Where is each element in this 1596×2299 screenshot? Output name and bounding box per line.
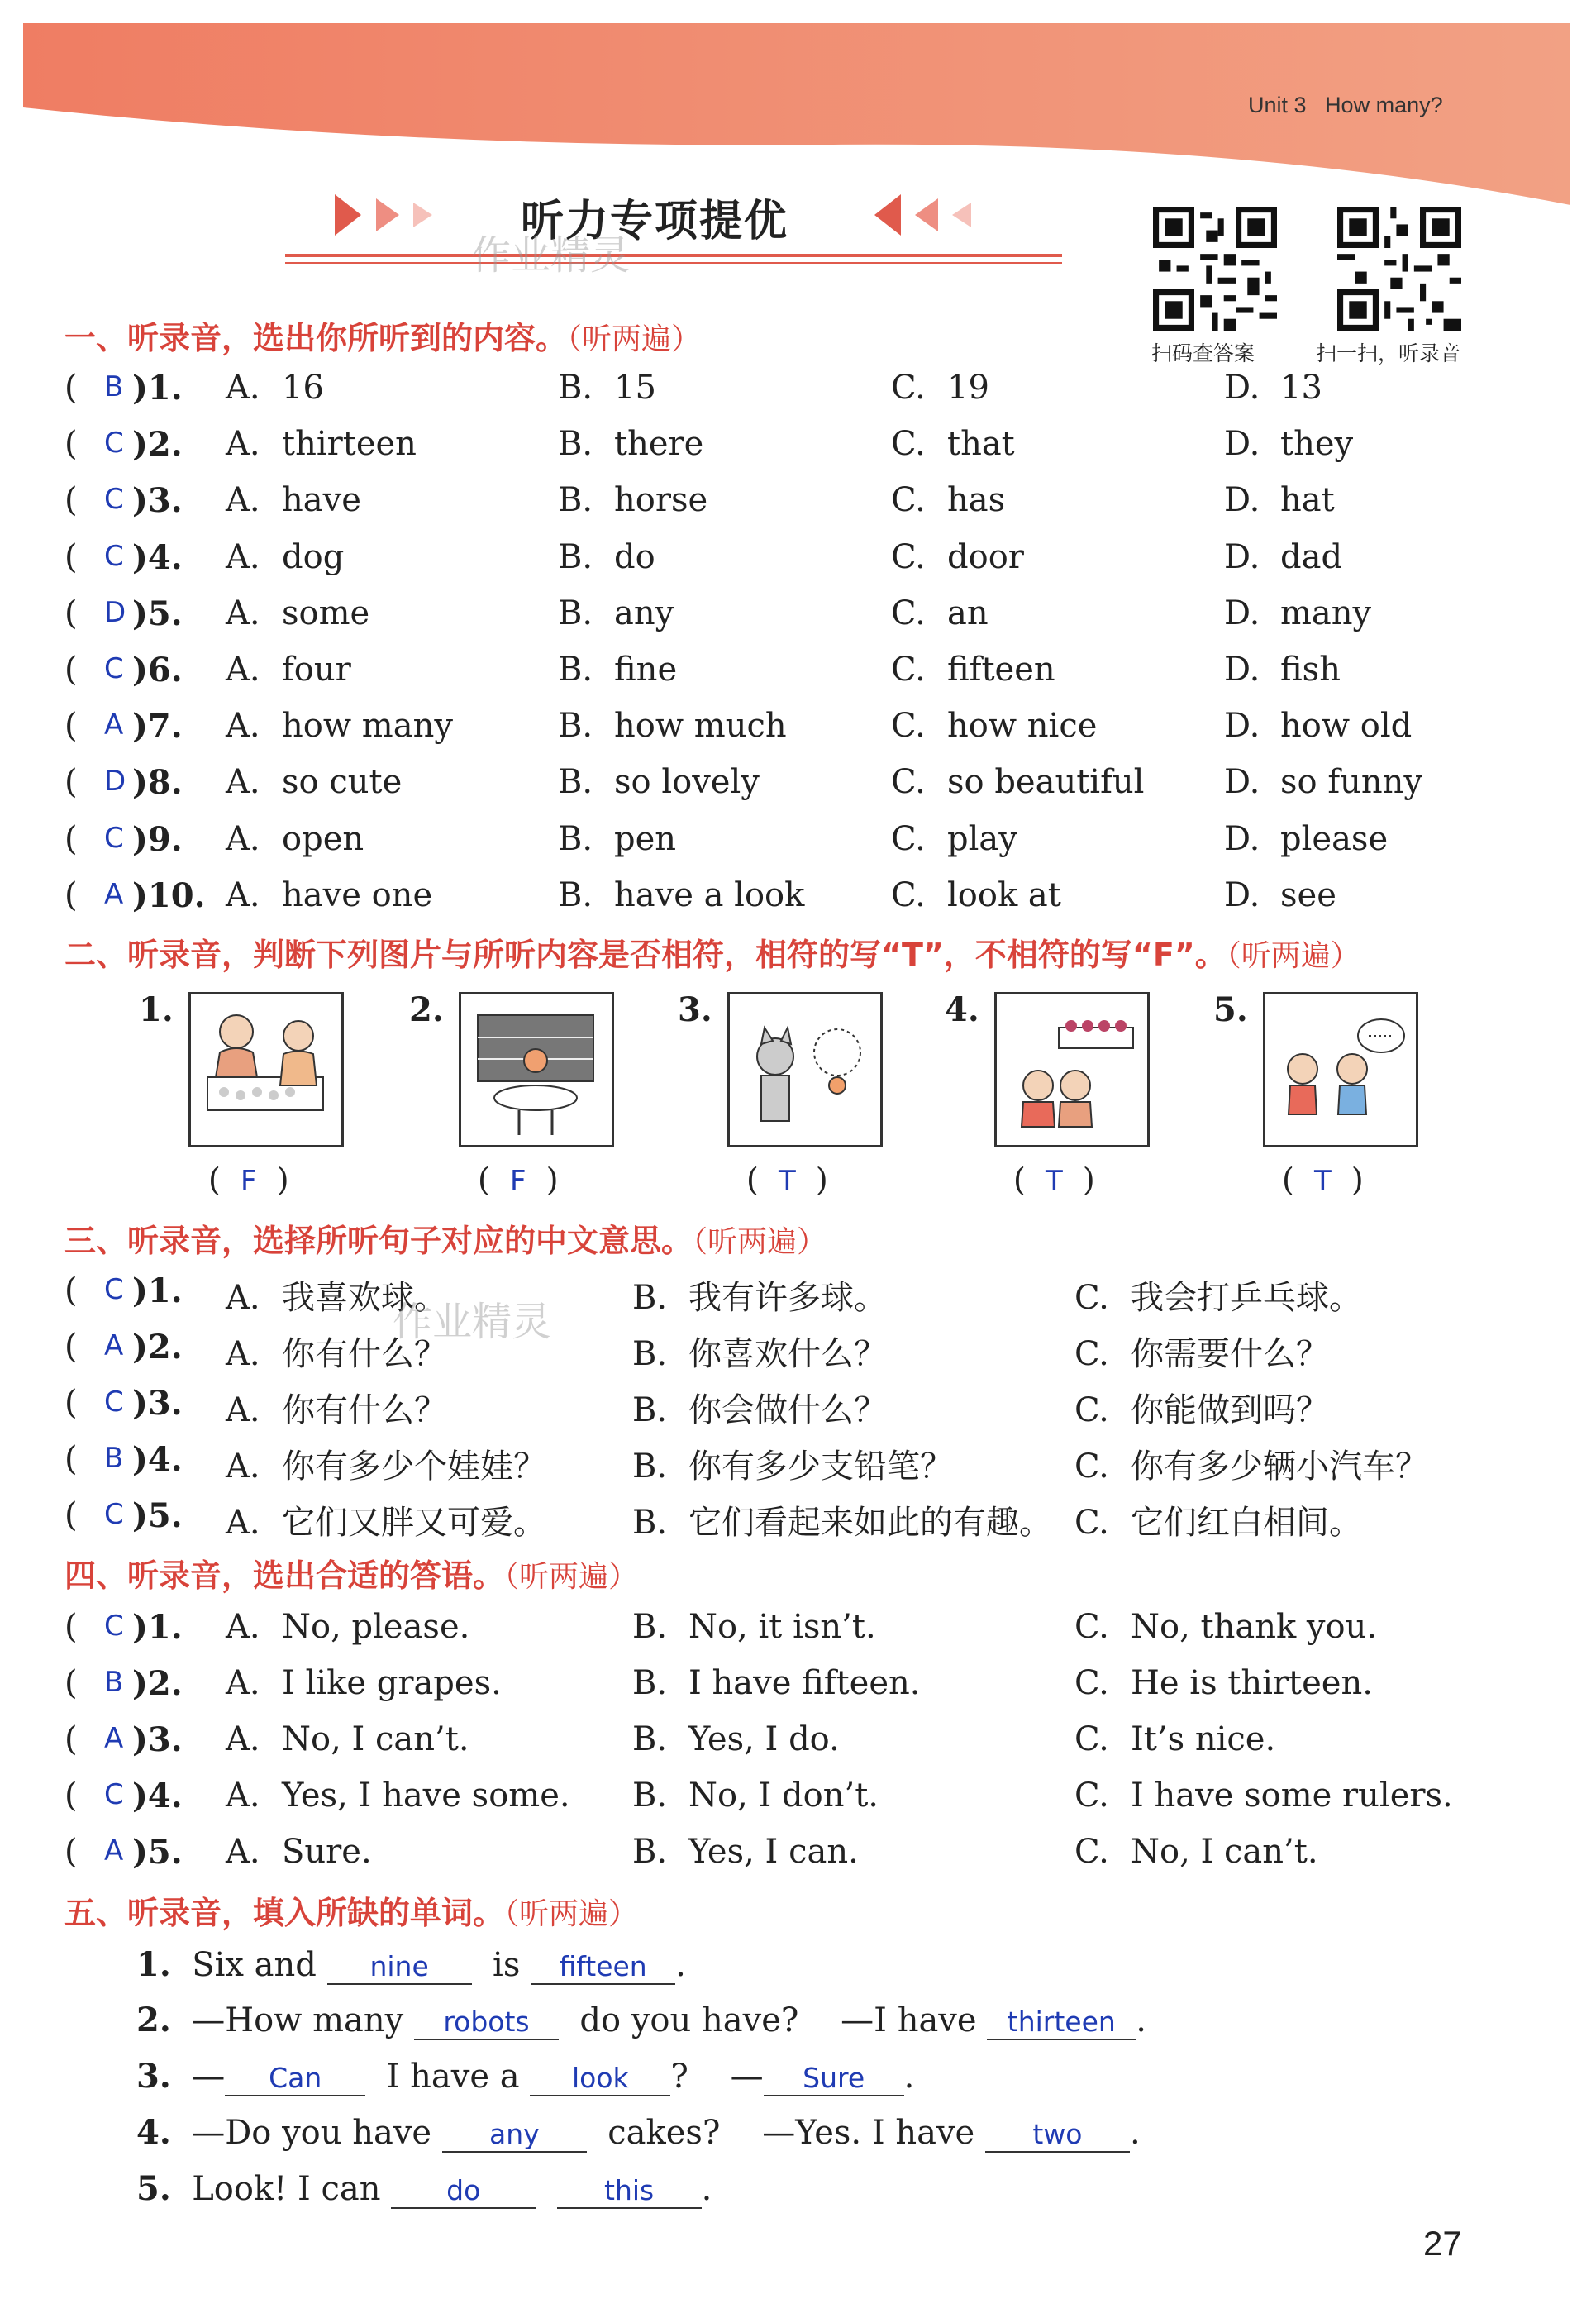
option: B. have a look: [558, 875, 805, 914]
answer-value[interactable]: A: [104, 708, 124, 742]
option: C. 你能做到吗？: [1074, 1391, 1329, 1429]
question-number: )4.: [132, 1777, 183, 1815]
question-number: )2.: [132, 1328, 183, 1367]
option: A. so cute: [226, 763, 403, 802]
blank-2-2[interactable]: thirteen: [987, 2006, 1136, 2040]
option: C. It’s nice.: [1074, 1720, 1276, 1758]
option: A. 16: [226, 369, 324, 407]
answer-paren: (: [64, 1664, 78, 1702]
answer-paren: (: [64, 651, 78, 689]
option: C. fifteen: [891, 651, 1055, 689]
answer-value[interactable]: D: [104, 765, 126, 799]
answer-paren: (: [64, 1496, 78, 1534]
picture-answer-1: ( F ): [208, 1161, 289, 1198]
option: A. have: [226, 481, 361, 520]
option: A. 我喜欢球。: [226, 1279, 447, 1317]
option: A. Sure.: [226, 1833, 372, 1871]
answer-paren: (: [64, 1384, 78, 1422]
fill-line-5: 5. Look! I can do this .: [136, 2169, 712, 2208]
option: C. door: [891, 537, 1024, 576]
option: B. 它们看起来如此的有趣。: [632, 1504, 1052, 1542]
title-underline-thin: [285, 262, 1062, 264]
blank-3-1[interactable]: Can: [225, 2062, 365, 2096]
option: D. hat: [1224, 481, 1335, 520]
picture-number-4: 4.: [945, 990, 979, 1029]
section3-heading: 三、听录音，选择所听句子对应的中文意思。（听两遍）: [64, 1223, 827, 1259]
question-number: )5.: [132, 1833, 183, 1872]
question-number: )8.: [132, 763, 183, 803]
question-number: )5.: [132, 1496, 183, 1535]
option: D. please: [1224, 819, 1389, 858]
question-number: )7.: [132, 707, 183, 746]
option: A. dog: [226, 537, 345, 576]
option: D. many: [1224, 594, 1372, 632]
answer-value[interactable]: C: [104, 427, 124, 460]
answer-value[interactable]: C: [104, 821, 124, 855]
qr-answers-icon[interactable]: [1153, 207, 1277, 331]
blank-5-1[interactable]: do: [391, 2174, 536, 2209]
fill-line-2: 2. —How many robots do you have? —I have thirteen .: [136, 2001, 1147, 2039]
option: D. see: [1224, 875, 1336, 914]
answer-value[interactable]: C: [104, 1778, 124, 1811]
unit-header: Unit 3 How many?: [1248, 93, 1443, 117]
option: C. has: [891, 481, 1006, 520]
option: C. that: [891, 425, 1015, 464]
option: B. pen: [558, 819, 677, 858]
option: A. have one: [226, 875, 433, 914]
section4-heading: 四、听录音，选出合适的答语。（听两遍）: [64, 1557, 639, 1594]
picture-4-cakes-icon: [994, 992, 1150, 1147]
section-title-block: [281, 178, 1066, 269]
answer-paren: (: [64, 875, 78, 914]
option: B. how much: [558, 707, 787, 746]
option: C. No, I can’t.: [1074, 1833, 1318, 1871]
option: A. Yes, I have some.: [226, 1777, 570, 1815]
option: A. open: [226, 819, 364, 858]
watermark-2: 作业精灵: [393, 1299, 552, 1345]
picture-answer-3: ( T ): [746, 1161, 828, 1198]
option: B. fine: [558, 651, 678, 689]
option: D. fish: [1224, 651, 1341, 689]
option: A. 你有什么？: [226, 1335, 447, 1373]
answer-value[interactable]: B: [104, 1666, 124, 1699]
option: C. 你有多少辆小汽车？: [1074, 1448, 1428, 1486]
option: B. No, I don’t.: [632, 1777, 879, 1815]
option: A. No, please.: [226, 1608, 470, 1646]
option: D. how old: [1224, 707, 1413, 746]
option: B. Yes, I do.: [632, 1720, 840, 1758]
question-number: )3.: [132, 1384, 183, 1423]
answer-paren: (: [64, 819, 78, 858]
answer-paren: (: [64, 537, 78, 576]
answer-value[interactable]: C: [104, 539, 124, 573]
answer-paren: (: [64, 594, 78, 632]
option: C. how nice: [891, 707, 1098, 746]
answer-paren: (: [64, 1608, 78, 1646]
option: A. 它们又胖又可爱。: [226, 1504, 546, 1542]
option: A. I like grapes.: [226, 1664, 502, 1702]
fill-line-3: 3. — Can I have a look ? — Sure .: [136, 2057, 915, 2096]
page-title: 听力专项提优: [521, 197, 789, 246]
option: B. there: [558, 425, 704, 464]
option: D. they: [1224, 425, 1354, 464]
answer-paren: (: [64, 1271, 78, 1309]
blank-3-2[interactable]: look: [530, 2062, 670, 2096]
option: D. dad: [1224, 537, 1343, 576]
answer-value[interactable]: C: [104, 1610, 124, 1643]
option: C. I have some rulers.: [1074, 1777, 1453, 1815]
answer-value[interactable]: C: [104, 483, 124, 517]
blank-3-3[interactable]: Sure: [764, 2062, 904, 2096]
option: D. so funny: [1224, 763, 1423, 802]
arrows-left-icon: [872, 190, 1037, 240]
option: A. No, I can’t.: [226, 1720, 469, 1758]
question-number: )3.: [132, 481, 183, 521]
picture-3-cat-icon: [727, 992, 883, 1147]
answer-paren: (: [64, 369, 78, 407]
option: C. look at: [891, 875, 1061, 914]
question-number: )9.: [132, 819, 183, 859]
option: B. 你有多少支铅笔？: [632, 1448, 953, 1486]
answer-value[interactable]: C: [104, 652, 124, 685]
option: C. play: [891, 819, 1017, 858]
option: B. Yes, I can.: [632, 1833, 859, 1871]
answer-value[interactable]: A: [104, 1722, 124, 1755]
question-number: )1.: [132, 1608, 183, 1647]
option: C. 它们红白相间。: [1074, 1504, 1362, 1542]
question-number: )2.: [132, 425, 183, 465]
option: D. 13: [1224, 369, 1322, 407]
blank-4-1[interactable]: any: [442, 2118, 587, 2153]
watermark: 作业精灵: [471, 232, 631, 279]
picture-number-1: 1.: [139, 990, 174, 1029]
qr-answers-caption: 扫码查答案: [1151, 341, 1255, 365]
picture-1-shop-icon: [188, 992, 344, 1147]
option: B. any: [558, 594, 674, 632]
blank-1-2[interactable]: fifteen: [531, 1950, 675, 1985]
option: C. an: [891, 594, 989, 632]
question-number: )10.: [132, 875, 206, 915]
answer-value[interactable]: A: [104, 877, 124, 911]
option: A. how many: [226, 707, 453, 746]
question-number: )5.: [132, 594, 183, 633]
answer-paren: (: [64, 1440, 78, 1478]
question-number: )6.: [132, 651, 183, 689]
blank-1-1[interactable]: nine: [327, 1950, 472, 1985]
option: A. 你有多少个娃娃？: [226, 1448, 546, 1486]
picture-answer-5: ( T ): [1282, 1161, 1364, 1198]
picture-number-2: 2.: [409, 990, 444, 1029]
option: C. He is thirteen.: [1074, 1664, 1373, 1702]
option: B. do: [558, 537, 655, 576]
answer-value[interactable]: C: [104, 1273, 124, 1306]
option: A. four: [226, 651, 351, 689]
blank-5-2[interactable]: this: [557, 2174, 702, 2209]
option: B. 15: [558, 369, 656, 407]
answer-paren: (: [64, 1777, 78, 1815]
question-number: )4.: [132, 1440, 183, 1479]
page-number: 27: [1423, 2224, 1462, 2263]
blank-4-2[interactable]: two: [985, 2118, 1130, 2153]
answer-value[interactable]: C: [104, 1498, 124, 1531]
answer-paren: (: [64, 763, 78, 802]
answer-value[interactable]: B: [104, 370, 124, 403]
blank-2-1[interactable]: robots: [414, 2006, 559, 2040]
answer-paren: (: [64, 425, 78, 464]
question-number: )1.: [132, 369, 183, 408]
question-number: )4.: [132, 537, 183, 577]
answer-value[interactable]: C: [104, 1386, 124, 1419]
option: B. 我有许多球。: [632, 1279, 887, 1317]
option: C. 我会打乒乓球。: [1074, 1279, 1362, 1317]
answer-value[interactable]: D: [104, 595, 126, 629]
option: B. I have fifteen.: [632, 1664, 921, 1702]
picture-2-library-icon: [459, 992, 614, 1147]
picture-number-5: 5.: [1213, 990, 1248, 1029]
fill-line-1: 1. Six and nine is fifteen .: [136, 1945, 686, 1984]
option: C. 19: [891, 369, 989, 407]
option: C. 你需要什么？: [1074, 1335, 1329, 1373]
answer-paren: (: [64, 1720, 78, 1758]
title-underline: [285, 254, 1062, 257]
option: B. horse: [558, 481, 708, 520]
picture-answer-2: ( F ): [478, 1161, 559, 1198]
option: B. 你会做什么？: [632, 1391, 887, 1429]
option: B. No, it isn’t.: [632, 1608, 876, 1646]
answer-paren: (: [64, 1833, 78, 1871]
option: B. 你喜欢什么？: [632, 1335, 887, 1373]
question-number: )2.: [132, 1664, 183, 1703]
section2-heading: 二、听录音，判断下列图片与所听内容是否相符，相符的写“T”，不相符的写“F”。（听两遍）: [64, 937, 1360, 973]
picture-5-children-icon: [1263, 992, 1418, 1147]
section1-heading: 一、听录音，选出你所听到的内容。（听两遍）: [64, 320, 702, 356]
answer-value[interactable]: B: [104, 1442, 124, 1475]
section5-heading: 五、听录音，填入所缺的单词。（听两遍）: [64, 1895, 639, 1931]
picture-number-3: 3.: [678, 990, 712, 1029]
answer-paren: (: [64, 481, 78, 520]
question-number: )3.: [132, 1720, 183, 1759]
qr-audio-caption: 扫一扫，听录音: [1316, 341, 1461, 365]
option: C. so beautiful: [891, 763, 1145, 802]
option: C. No, thank you.: [1074, 1608, 1378, 1646]
option: A. thirteen: [226, 425, 417, 464]
qr-audio-icon[interactable]: [1337, 207, 1461, 331]
question-number: )1.: [132, 1271, 183, 1310]
fill-line-4: 4. —Do you have any cakes? —Yes. I have two .: [136, 2113, 1141, 2152]
answer-paren: (: [64, 707, 78, 746]
answer-value[interactable]: A: [104, 1329, 124, 1362]
answer-paren: (: [64, 1328, 78, 1366]
option: B. so lovely: [558, 763, 760, 802]
option: A. 你有什么？: [226, 1391, 447, 1429]
answer-value[interactable]: A: [104, 1834, 124, 1867]
option: A. some: [226, 594, 370, 632]
picture-answer-4: ( T ): [1013, 1161, 1095, 1198]
